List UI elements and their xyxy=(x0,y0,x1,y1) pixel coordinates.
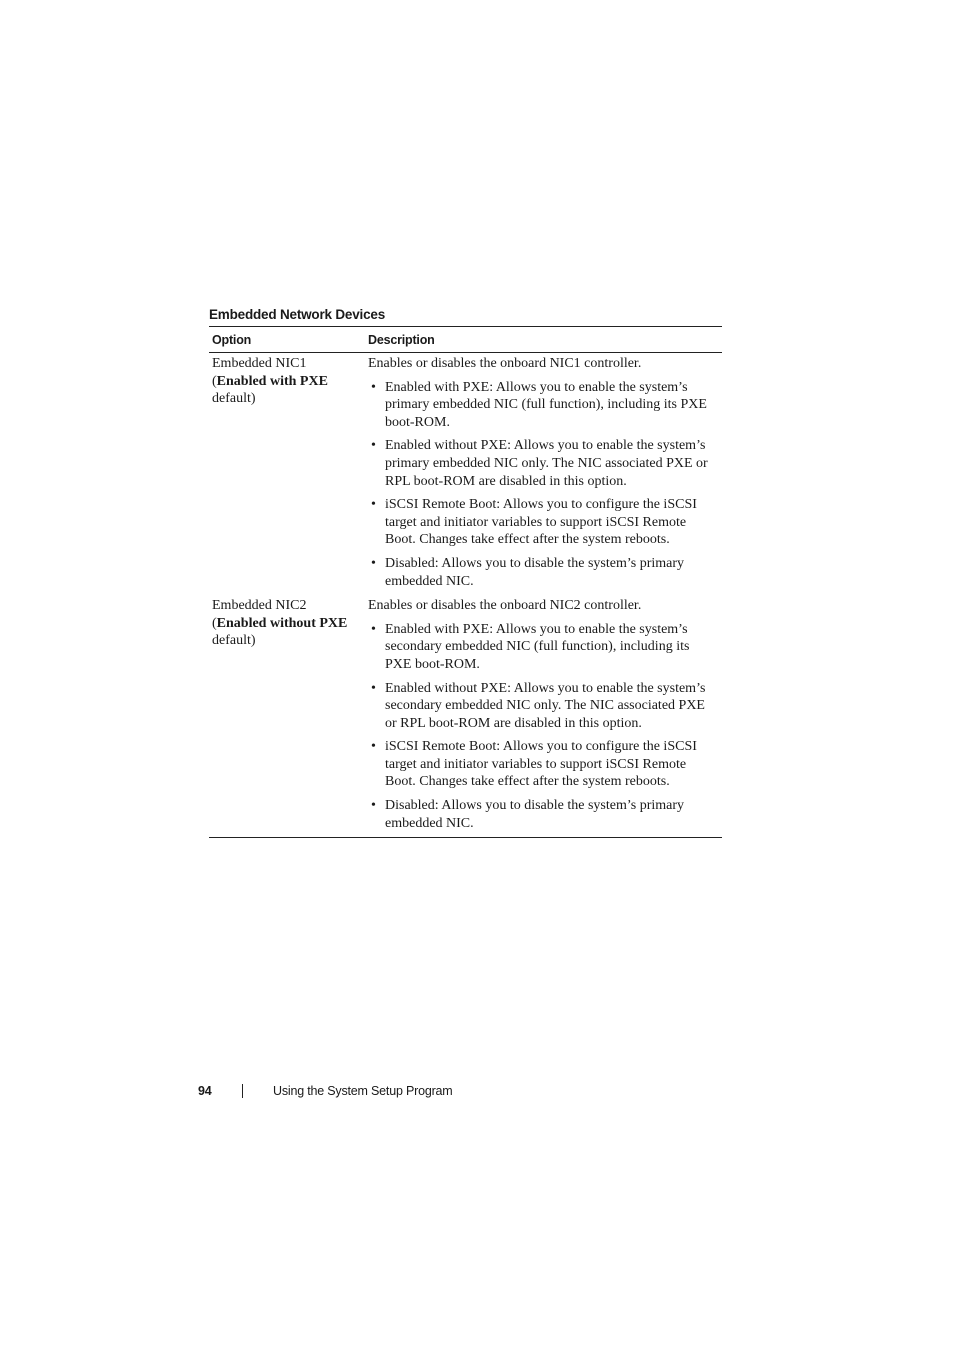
list-item: • Enabled with PXE: Allows you to enable the system’s secondary embedded NIC (full function), including its PXE boot-ROM. xyxy=(371,621,690,672)
list-item: • iSCSI Remote Boot: Allows you to configure the iSCSI target and initiator variables to support iSCSI Remote Boot. Changes take effect after the system reboots. xyxy=(371,497,697,548)
bullet-icon: • xyxy=(371,739,376,755)
bullet-icon: • xyxy=(371,438,376,454)
description-intro: Enables or disables the onboard NIC1 controller. xyxy=(368,356,642,371)
description-intro: Enables or disables the onboard NIC2 controller. xyxy=(368,598,642,614)
bullet-list xyxy=(368,621,718,833)
header-description: Description xyxy=(368,332,435,347)
bullet-icon: • xyxy=(371,555,376,571)
page-footer xyxy=(198,1084,453,1098)
footer-divider xyxy=(242,1084,243,1098)
option-cell xyxy=(209,354,365,590)
bullet-icon: • xyxy=(371,798,376,814)
page-number: 94 xyxy=(198,1084,212,1098)
list-item: • Enabled without PXE: Allows you to enable the system’s secondary embedded NIC only. The NIC associated PXE or RPL boot-ROM are disabled in this option. xyxy=(371,680,706,731)
bullet-icon: • xyxy=(371,621,376,637)
list-item: • Disabled: Allows you to disable the system’s primary embedded NIC. xyxy=(371,798,685,831)
header-option: Option xyxy=(212,332,252,347)
option-default: (Enabled with PXE default) xyxy=(212,373,328,407)
footer-section-title: Using the System Setup Program xyxy=(273,1084,453,1098)
list-item: • Enabled without PXE: Allows you to enable the system’s primary embedded NIC only. The NIC associated PXE or RPL boot-ROM are disabled in this option. xyxy=(371,438,708,489)
description-cell xyxy=(365,354,722,590)
list-item: • Enabled with PXE: Allows you to enable the system’s primary embedded NIC (full function), including its PXE boot-ROM. xyxy=(371,379,707,430)
list-item: • Disabled: Allows you to disable the system’s primary embedded NIC. xyxy=(371,555,685,589)
option-name: Embedded NIC1 xyxy=(212,356,307,371)
bullet-icon: • xyxy=(371,680,376,696)
list-item: • iSCSI Remote Boot: Allows you to configure the iSCSI target and initiator variables to support iSCSI Remote Boot. Changes take effect after the system reboots. xyxy=(371,739,697,790)
bullet-icon: • xyxy=(371,379,376,395)
option-default: (Enabled without PXE default) xyxy=(212,615,348,649)
description-cell xyxy=(365,596,722,832)
table-header-row xyxy=(209,327,722,353)
table-row xyxy=(209,590,722,837)
table-row xyxy=(209,353,722,590)
bullet-list xyxy=(368,379,718,591)
option-name: Embedded NIC2 xyxy=(212,598,307,614)
table-caption: Embedded Network Devices xyxy=(209,307,386,322)
bullet-icon: • xyxy=(371,497,376,513)
option-cell xyxy=(209,596,365,832)
embedded-network-devices-table xyxy=(209,326,722,838)
